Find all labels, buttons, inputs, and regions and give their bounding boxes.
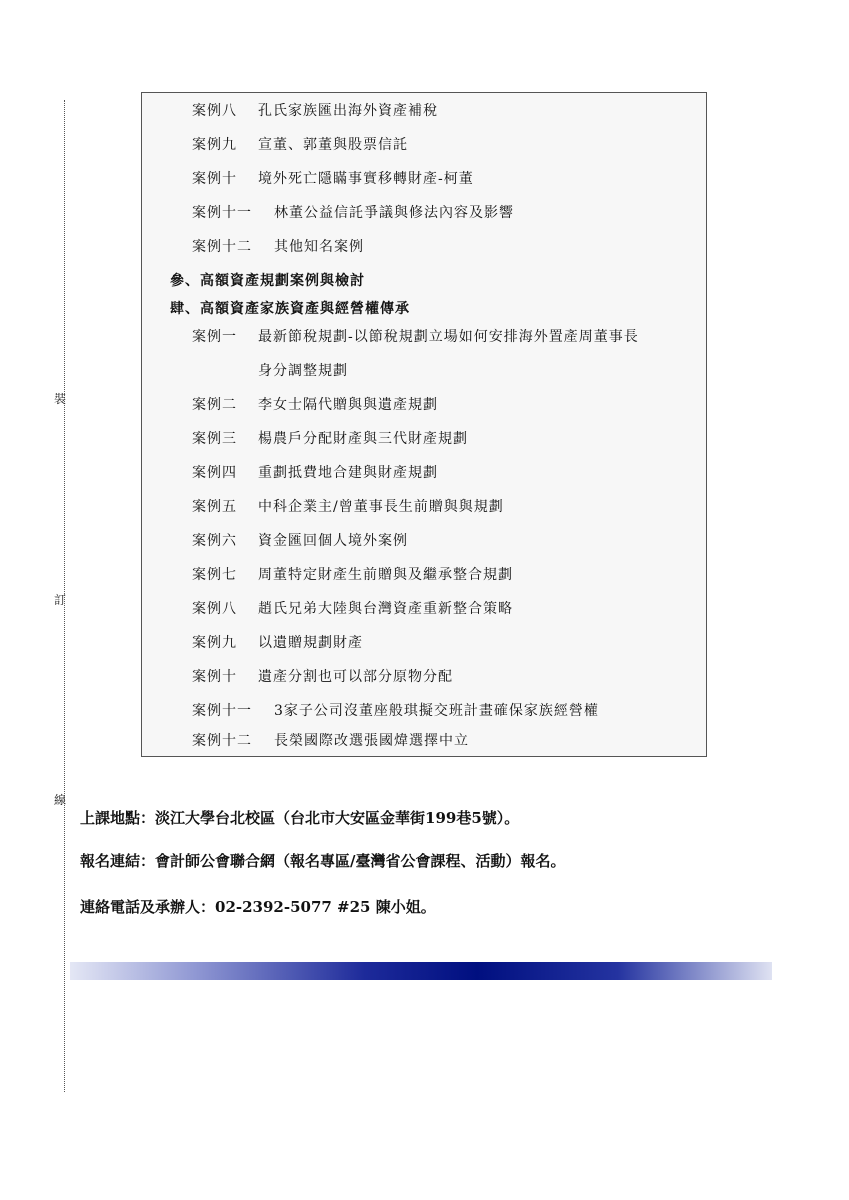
case-title: 資金匯回個人境外案例	[258, 533, 408, 549]
contact-info: 連絡電話及承辦人：02-2392-5077 #25 陳小姐。	[80, 898, 436, 916]
case-title: 最新節稅規劃-以節稅規劃立場如何安排海外置產周董事長	[258, 329, 639, 345]
course-location: 上課地點：淡江大學台北校區（台北市大安區金華街199巷5號）。	[80, 809, 520, 827]
case-title: 宣董、郭董與股票信託	[258, 137, 408, 153]
case-label: 案例十二	[192, 239, 252, 255]
case-title: 楊農戶分配財產與三代財產規劃	[258, 431, 468, 447]
outline-item	[192, 463, 438, 483]
case-label: 案例七	[192, 567, 237, 583]
case-label: 案例六	[192, 533, 237, 549]
case-title: 林董公益信託爭議與修法內容及影響	[274, 205, 514, 221]
outline-item	[192, 599, 513, 619]
binding-char-zhuang: 裝	[54, 392, 67, 406]
outline-item	[192, 169, 474, 189]
case-title: 境外死亡隱瞞事實移轉財產-柯董	[258, 171, 474, 187]
decorative-gradient-bar	[70, 962, 772, 980]
case-label: 案例十	[192, 669, 237, 685]
outline-item	[192, 327, 639, 347]
case-title: 中科企業主/曾董事長生前贈與與規劃	[258, 499, 504, 515]
case-label: 案例十一	[192, 703, 252, 719]
outline-item	[192, 203, 514, 223]
outline-item	[192, 395, 438, 415]
outline-item	[192, 565, 513, 585]
case-label: 案例九	[192, 635, 237, 651]
outline-item	[192, 135, 408, 155]
section-heading-4: 肆、高額資產家族資產與經營權傳承	[170, 301, 410, 317]
case-label: 案例五	[192, 499, 237, 515]
binding-char-xian: 線	[54, 793, 67, 807]
case-label: 案例十一	[192, 205, 252, 221]
case-label: 案例十二	[192, 733, 252, 749]
case-title: 3家子公司沒董座般琪擬交班計畫確保家族經營權	[274, 703, 599, 719]
outline-item	[192, 531, 408, 551]
registration-info: 報名連結：會計師公會聯合網（報名專區/臺灣省公會課程、活動）報名。	[80, 852, 566, 870]
case-label: 案例八	[192, 103, 237, 119]
case-title: 以遺贈規劃財產	[258, 635, 363, 651]
outline-item	[192, 633, 363, 653]
case-title: 趙氏兄弟大陸與台灣資產重新整合策略	[258, 601, 513, 617]
outline-item	[192, 731, 469, 751]
case-label: 案例二	[192, 397, 237, 413]
course-outline-box	[141, 92, 707, 757]
outline-item	[192, 497, 504, 517]
case-title: 周董特定財產生前贈與及繼承整合規劃	[258, 567, 513, 583]
case-label: 案例一	[192, 329, 237, 345]
case-title: 重劃抵費地合建與財產規劃	[258, 465, 438, 481]
case-label: 案例九	[192, 137, 237, 153]
binding-char-ding: 訂	[54, 593, 67, 607]
outline-item	[192, 701, 599, 721]
outline-item	[192, 101, 438, 121]
outline-item	[192, 429, 468, 449]
case-title: 其他知名案例	[274, 239, 364, 255]
case-title: 遺產分割也可以部分原物分配	[258, 669, 453, 685]
outline-item	[192, 237, 364, 257]
outline-item	[192, 667, 453, 687]
case-label: 案例八	[192, 601, 237, 617]
outline-item-continuation: 身分調整規劃	[258, 363, 348, 379]
case-title: 李女士隔代贈與與遺產規劃	[258, 397, 438, 413]
case-label: 案例十	[192, 171, 237, 187]
section-heading-3: 參、高額資產規劃案例與檢討	[170, 273, 365, 289]
case-title: 孔氏家族匯出海外資產補稅	[258, 103, 438, 119]
case-title: 長榮國際改選張國煒選擇中立	[274, 733, 469, 749]
case-label: 案例四	[192, 465, 237, 481]
case-label: 案例三	[192, 431, 237, 447]
